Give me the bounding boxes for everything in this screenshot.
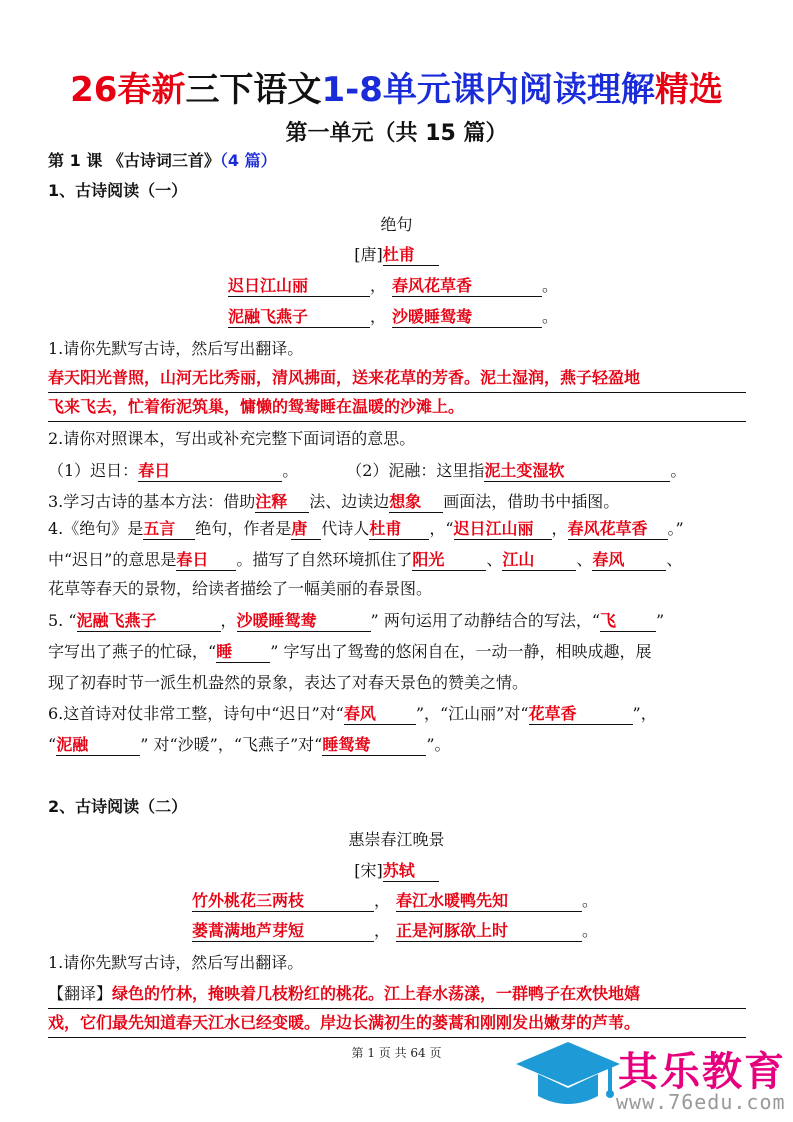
poem-2-line-2: 蒌蒿满地芦芽短 ， 正是河豚欲上时 。 xyxy=(192,921,599,940)
question-6: 6.这首诗对仗非常工整，诗句中“迟日”对“春风 ”，“江山丽”对“花草香 ”， xyxy=(48,704,657,723)
section-2-heading: 2、古诗阅读（二） xyxy=(48,797,188,816)
question-5-cont: 字写出了燕子的忙碌，“睡 ” 字写出了鸳鸯的悠闲自在，一动一静，相映成趣，展 xyxy=(48,642,652,661)
lesson-heading: 第 1 课 《古诗词三首》（4 篇） xyxy=(48,151,277,170)
poem-1-title: 绝句 xyxy=(380,215,413,234)
question-4: 4.《绝句》是五言 绝句，作者是唐 代诗人杜甫 ，“迟日江山丽 ，春风花草香 。” xyxy=(48,519,684,538)
poem-1-author: [唐]杜甫 xyxy=(0,244,793,266)
logo-url: www.76edu.com xyxy=(616,1090,786,1114)
poem-2-title: 惠崇春江晚景 xyxy=(348,830,445,849)
section-1-heading: 1、古诗阅读（一） xyxy=(48,181,188,200)
question-4-cont-2: 花草等春天的景物，给读者描绘了一幅美丽的春景图。 xyxy=(48,579,433,598)
logo-name: 其乐教育 xyxy=(618,1049,786,1095)
question-5: 5. “泥融飞燕子 ，沙暖睡鸳鸯 ” 两句运用了动静结合的写法，“飞 ” xyxy=(48,611,665,630)
unit-heading: 第一单元（共 15 篇） xyxy=(285,121,508,146)
question-2: 2.请你对照课本，写出或补充完整下面词语的意思。 xyxy=(48,429,416,448)
page-title: 26春新三下语文1-8单元课内阅读理解精选 xyxy=(70,70,723,110)
poem-1-line-2: 泥融飞燕子 ， 沙暖睡鸳鸯 。 xyxy=(228,307,559,326)
poem-2-author: [宋]苏轼 xyxy=(0,860,793,882)
question-2-1: 1.请你先默写古诗，然后写出翻译。 xyxy=(48,953,304,972)
poem-2-line-1: 竹外桃花三两枝 ， 春江水暖鸭先知 。 xyxy=(192,891,599,910)
question-1: 1.请你先默写古诗，然后写出翻译。 xyxy=(48,339,304,358)
question-4-cont: 中“迟日”的意思是春日 。描写了自然环境抓住了阳光 、江山 、春风 、 xyxy=(48,550,683,569)
answer-1: 春天阳光普照，山河无比秀丽，清风拂面，送来花草的芳香。泥土湿润，燕子轻盈地 飞来飞去，忙着衔泥筑巢，慵懒的鸳鸯睡在温暖的沙滩上。 xyxy=(48,364,746,422)
page-footer: 第 1 页 共 64 页 xyxy=(351,1046,442,1060)
question-3: 3.学习古诗的基本方法：借助注释 法、边读边想象 画面法，借助书中插图。 xyxy=(48,492,620,511)
answer-2-1: 【翻译】绿色的竹林，掩映着几枝粉红的桃花。江上春水荡漾，一群鸭子在欢快地嬉 戏，它们最先知道春天江水已经变暖。岸边长满初生的蒌蒿和刚刚发出嫩芽的芦苇。 xyxy=(48,980,746,1038)
question-2-items: （1）迟日：春日 。 （2）泥融：这里指泥土变湿软 。 xyxy=(48,461,687,480)
question-5-cont-2: 现了初春时节一派生机盎然的景象，表达了对春天景色的赞美之情。 xyxy=(48,673,529,692)
question-6-cont: “泥融 ” 对“沙暖”，“飞燕子”对“睡鸳鸯 ”。 xyxy=(48,735,451,754)
poem-1-line-1: 迟日江山丽 ， 春风花草香 。 xyxy=(228,276,559,295)
